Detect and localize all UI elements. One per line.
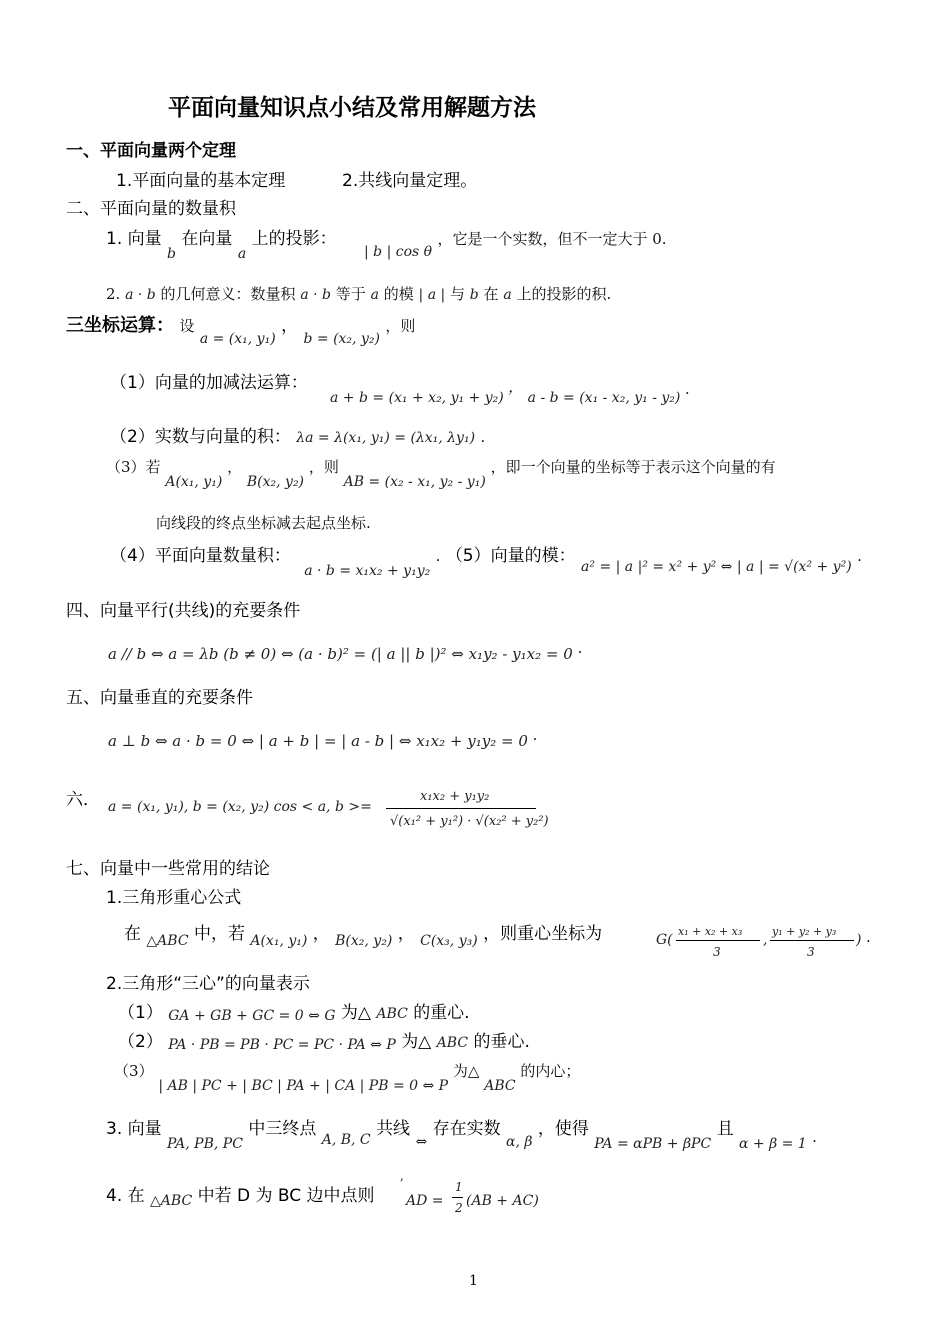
math: b (469, 287, 479, 303)
parallel-condition-formula (108, 639, 583, 663)
dot-product-meaning (106, 287, 611, 302)
section-4-heading: 四、向量平行(共线)的充要条件 (66, 601, 301, 621)
vector-a: a (237, 246, 247, 262)
text: ， (508, 378, 524, 396)
vector-b: b (167, 246, 176, 262)
text: ， (397, 924, 415, 944)
dot-product-formula: a · b = x₁x₂ + y₁y₂ (304, 563, 431, 579)
theorem-collinear: 2.共线向量定理。 (342, 171, 478, 191)
angle-formula-numerator: x₁x₂ + y₁y₂ (420, 789, 490, 804)
text: ， (312, 924, 330, 944)
text: , (763, 932, 768, 948)
text: 在 (124, 924, 141, 944)
text: 设 (179, 317, 195, 335)
orthocenter-vector-line (118, 1034, 530, 1051)
text: ， (227, 458, 243, 476)
text: . (435, 547, 441, 565)
section-3-line (66, 315, 416, 347)
scalar-product-line (110, 429, 485, 446)
math: GA + GB + GC = 0 ⇔ G (168, 1008, 336, 1024)
math: ABC (376, 1006, 408, 1022)
fraction-denominator: 2 (455, 1201, 463, 1215)
centroid-line (124, 924, 603, 949)
math: | AB | PC + | BC | PA + | CA | PB = 0 ⇔ P (158, 1078, 449, 1094)
math: a · b (300, 287, 332, 303)
point-c: C(x₃, y₃) (420, 933, 478, 949)
text: （5）向量的模： (445, 546, 576, 566)
text: ，使得 (537, 1119, 589, 1139)
incenter-vector-line (114, 1062, 581, 1094)
text: 的重心. (413, 1003, 470, 1023)
text: . (684, 380, 690, 398)
text: 4. 在 (106, 1186, 145, 1206)
text: ) (856, 932, 862, 948)
add-sub-label: （1）向量的加减法运算： (110, 373, 308, 393)
math: | a | (418, 287, 446, 303)
math: a // b ⇔ a = λb (b ≠ 0) ⇔ (a · b)² = (| a || b |)² ⇔ x₁y₂ - y₁x₂ = 0 (108, 645, 573, 663)
fraction-bar (386, 808, 536, 809)
centroid-y-denominator: 3 (807, 945, 815, 959)
triangle-abc: △ABC (146, 933, 189, 949)
text: （3）若 (106, 458, 161, 476)
math: α, β (506, 1134, 533, 1150)
iff-symbol: ⇔ (415, 1134, 428, 1150)
math: A, B, C (321, 1132, 371, 1148)
b-definition: b = (x₂, y₂) (303, 331, 380, 347)
fraction-bar (452, 1197, 463, 1198)
text: （2） (118, 1032, 163, 1052)
text: 为△ (401, 1032, 432, 1052)
text: 且 (716, 1119, 734, 1139)
centroid-y-numerator: y₁ + y₂ + y₃ (772, 925, 837, 938)
text: ，则 (385, 317, 416, 335)
section-5-heading: 五、向量垂直的充要条件 (66, 688, 253, 708)
document-title: 平面向量知识点小结及常用解题方法 (168, 95, 536, 121)
section-3-heading: 三坐标运算： (66, 315, 174, 336)
a-definition: a = (x₁, y₁) (199, 331, 276, 347)
centroid-vector-line (118, 1005, 470, 1022)
theorem-basic: 1.平面向量的基本定理 (116, 171, 286, 191)
text: 在 (483, 285, 499, 303)
math: ABC (484, 1078, 516, 1094)
math: a (370, 287, 379, 303)
vector-coordinate-line (106, 458, 776, 490)
text: . (857, 547, 862, 565)
text: , (400, 1169, 404, 1183)
text: 中，若 (193, 924, 245, 944)
point-a: A(x₁, y₁) (250, 933, 308, 949)
point-b: B(x₂, y₂) (246, 474, 305, 490)
text: . (866, 928, 871, 946)
text: . (532, 726, 538, 744)
math: a (503, 287, 512, 303)
math: AD = (406, 1193, 444, 1209)
text: ，则 (308, 458, 339, 476)
text: 上的投影： (251, 229, 337, 249)
text: （3） (114, 1062, 154, 1080)
math: α + β = 1 (739, 1136, 807, 1152)
math: a + b = (x₁ + x₂, y₁ + y₂) (330, 390, 504, 406)
projection-formula: | b | cos θ (363, 244, 433, 260)
text: 为△ (340, 1003, 371, 1023)
text: ，则重心坐标为 (483, 924, 603, 944)
text: 3. 向量 (106, 1119, 162, 1139)
math: a · b (125, 287, 156, 303)
text: 共线 (376, 1119, 411, 1139)
point-a: A(x₁, y₁) (165, 474, 223, 490)
centroid-x-numerator: x₁ + x₂ + x₃ (678, 925, 743, 938)
math: a - b = (x₁ - x₂, y₁ - y₂) (527, 390, 681, 406)
point-b: B(x₂, y₂) (335, 933, 393, 949)
text: 存在实数 (432, 1119, 501, 1139)
math: (AB + AC) (466, 1193, 539, 1209)
text: . (812, 1128, 817, 1146)
text: 的垂心. (473, 1032, 530, 1052)
section-7-heading: 七、向量中一些常用的结论 (66, 859, 270, 879)
midpoint-line (106, 1186, 375, 1209)
text: 在向量 (181, 229, 233, 249)
math: PA, PB, PC (167, 1136, 243, 1152)
section-6-heading: 六． (66, 790, 100, 810)
math: λa = λ(x₁, y₁) = (λx₁, λy₁) (296, 430, 476, 446)
centroid-title: 1.三角形重心公式 (106, 888, 242, 908)
text: . (480, 428, 486, 446)
fraction-bar (676, 940, 760, 941)
text: ， (281, 316, 299, 336)
text: 中若 D 为 BC 边中点则 (197, 1186, 375, 1206)
modulus-formula: a² = | a |² = x² + y² ⇔ | a | = √(x² + y²) (581, 559, 852, 575)
text: ，它是一个实数，但不一定大于 0. (437, 230, 667, 248)
text: （1） (118, 1003, 163, 1023)
vector-coordinate-cont: 向线段的终点坐标减去起点坐标. (156, 514, 371, 532)
math: ABC (436, 1035, 469, 1051)
triangle-abc: △ABC (150, 1193, 193, 1209)
text: 的几何意义：数量积 (160, 285, 296, 303)
add-sub-formula (330, 378, 690, 406)
scalar-product-label: （2）实数与向量的积： (110, 427, 291, 447)
text: （4）平面向量数量积： (110, 546, 291, 566)
centroid-g: G( (656, 932, 673, 948)
text: 等于 (335, 285, 366, 303)
text: 中三终点 (248, 1119, 317, 1139)
fraction-bar (770, 940, 854, 941)
text: . (577, 639, 583, 657)
text: 上的投影的积. (516, 285, 612, 303)
text: 1. 向量 (106, 229, 162, 249)
section-1-heading: 一、平面向量两个定理 (66, 141, 236, 161)
three-centers-title: 2.三角形“三心”的向量表示 (106, 974, 310, 994)
text: 2. (106, 285, 121, 303)
text: 的模 (383, 285, 414, 303)
math: a ⊥ b ⇔ a · b = 0 ⇔ | a + b | = | a - b | ⇔ x₁x₂ + y₁y₂ = 0 (108, 732, 528, 750)
centroid-x-denominator: 3 (713, 945, 721, 959)
fraction-numerator: 1 (455, 1180, 463, 1194)
text: 与 (450, 285, 466, 303)
angle-formula-denominator: √(x₁² + y₁²) · √(x₂² + y₂²) (390, 814, 549, 829)
text: ，即一个向量的坐标等于表示这个向量的有 (490, 458, 776, 476)
math: PA · PB = PB · PC = PC · PA ⇔ P (168, 1037, 396, 1053)
text: 的内心； (520, 1062, 581, 1080)
math: PA = αPB + βPC (594, 1136, 712, 1152)
section-2-heading: 二、平面向量的数量积 (66, 199, 236, 219)
angle-formula-lhs: a = (x₁, y₁), b = (x₂, y₂) cos < a, b >= (108, 799, 372, 815)
perpendicular-condition-formula (108, 726, 538, 750)
vector-ab: AB = (x₂ - x₁, y₂ - y₁) (343, 474, 486, 490)
text: 为△ (452, 1062, 480, 1080)
page-number: 1 (469, 1273, 478, 1289)
